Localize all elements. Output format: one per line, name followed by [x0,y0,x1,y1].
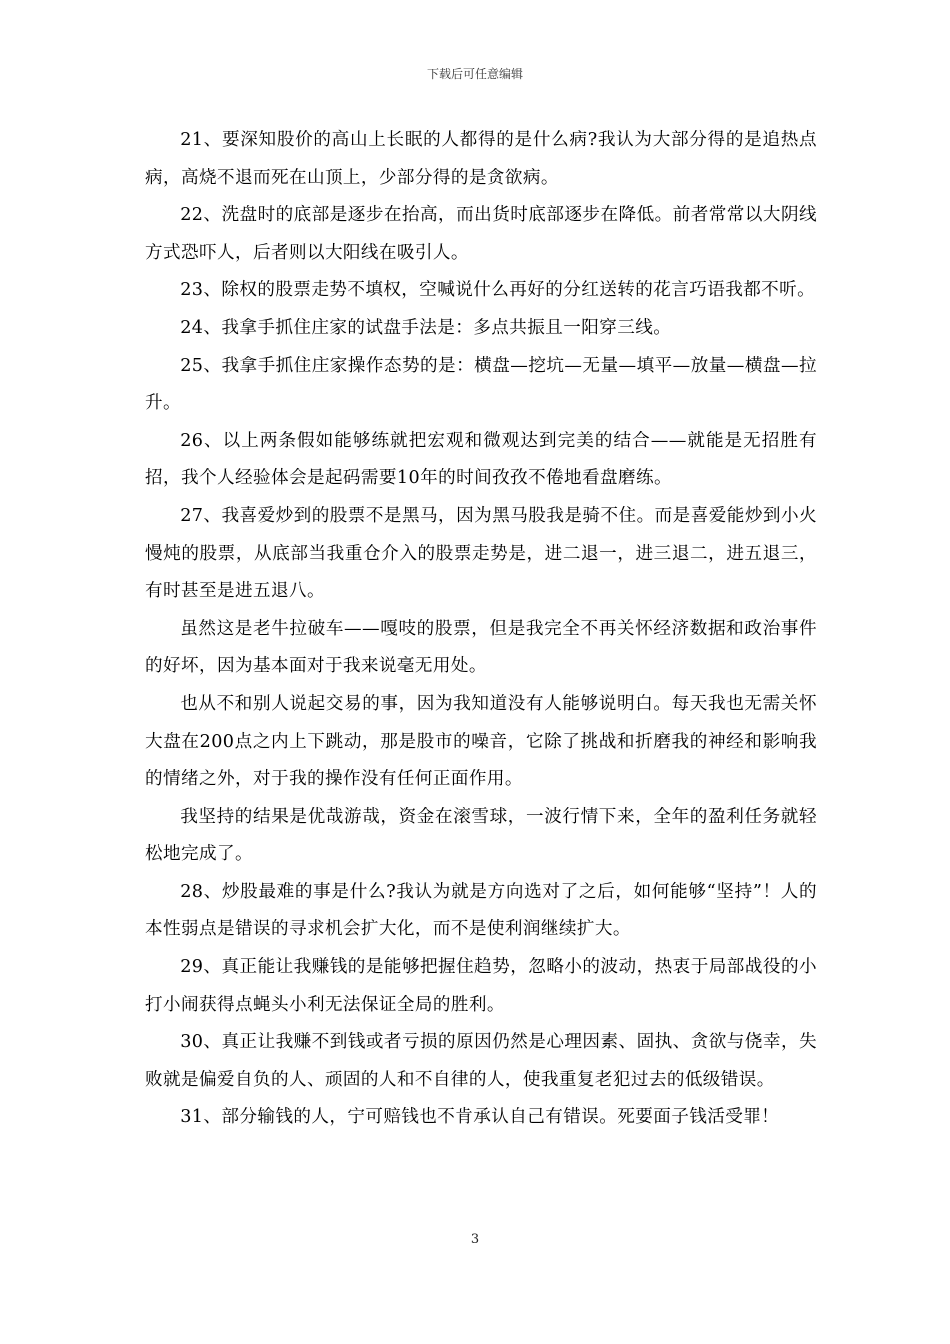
paragraph-27-continued-3: 我坚持的结果是优哉游哉，资金在滚雪球，一波行情下来，全年的盈利任务就轻松地完成了。 [145,806,817,865]
paragraph-31: 31、部分输钱的人，宁可赔钱也不肯承认自己有错误。死要面子钱活受罪！ [180,1107,780,1128]
paragraph-21: 21、要深知股价的高山上长眠的人都得的是什么病?我认为大部分得的是追热点病，高烧不退而死在山顶上，少部分得的是贪欲病。 [145,130,817,188]
paragraph-24: 24、我拿手抓住庄家的试盘手法是：多点共振且一阳穿三线。 [180,317,672,338]
paragraph-22: 22、洗盘时的底部是逐步在抬高，而出货时底部逐步在降低。前者常常以大阴线方式恐吓人，后者则以大阳线在吸引人。 [145,205,817,263]
page-number: 3 [470,1232,480,1247]
paragraph-25: 25、我拿手抓住庄家操作态势的是：横盘—挖坑—无量—填平—放量—横盘—拉升。 [145,355,817,414]
paragraph-30: 30、真正让我赚不到钱或者亏损的原因仍然是心理因素、固执、贪欲与侥幸，失败就是偏爱自负的人、顽固的人和不自律的人，使我重复老犯过去的低级错误。 [145,1032,817,1090]
page-header: 下载后可任意编辑 [426,67,523,81]
paragraph-26: 26、以上两条假如能够练就把宏观和微观达到完美的结合——就能是无招胜有招，我个人经验体会是起码需要10年的时间孜孜不倦地看盘磨练。 [145,430,817,489]
paragraph-27-continued-2: 也从不和别人说起交易的事，因为我知道没有人能够说明白。每天我也无需关怀大盘在200点之内上下跳动，那是股市的噪音，它除了挑战和折磨我的神经和影响我的情绪之外，对于我的操作没有任何正面作用。 [145,693,817,790]
paragraph-23: 23、除权的股票走势不填权，空喊说什么再好的分红送转的花言巧语我都不听。 [180,280,816,301]
paragraph-29: 29、真正能让我赚钱的是能够把握住趋势，忽略小的波动，热衷于局部战役的小打小闹获得点蝇头小利无法保证全局的胜利。 [145,957,817,1015]
paragraph-27: 27、我喜爱炒到的股票不是黑马，因为黑马股我是骑不住。而是喜爱能炒到小火慢炖的股票，从底部当我重仓介入的股票走势是，进二退一，进三退二，进五退三，有时甚至是进五退八。 [145,505,817,602]
paragraph-27-continued-1: 虽然这是老牛拉破车——嘎吱的股票，但是我完全不再关怀经济数据和政治事件的好坏，因为基本面对于我来说毫无用处。 [145,618,817,677]
document-body [145,122,817,1137]
paragraph-28: 28、炒股最难的事是什么?我认为就是方向选对了之后，如何能够“坚持”！人的本性弱点是错误的寻求机会扩大化，而不是使利润继续扩大。 [145,881,817,940]
